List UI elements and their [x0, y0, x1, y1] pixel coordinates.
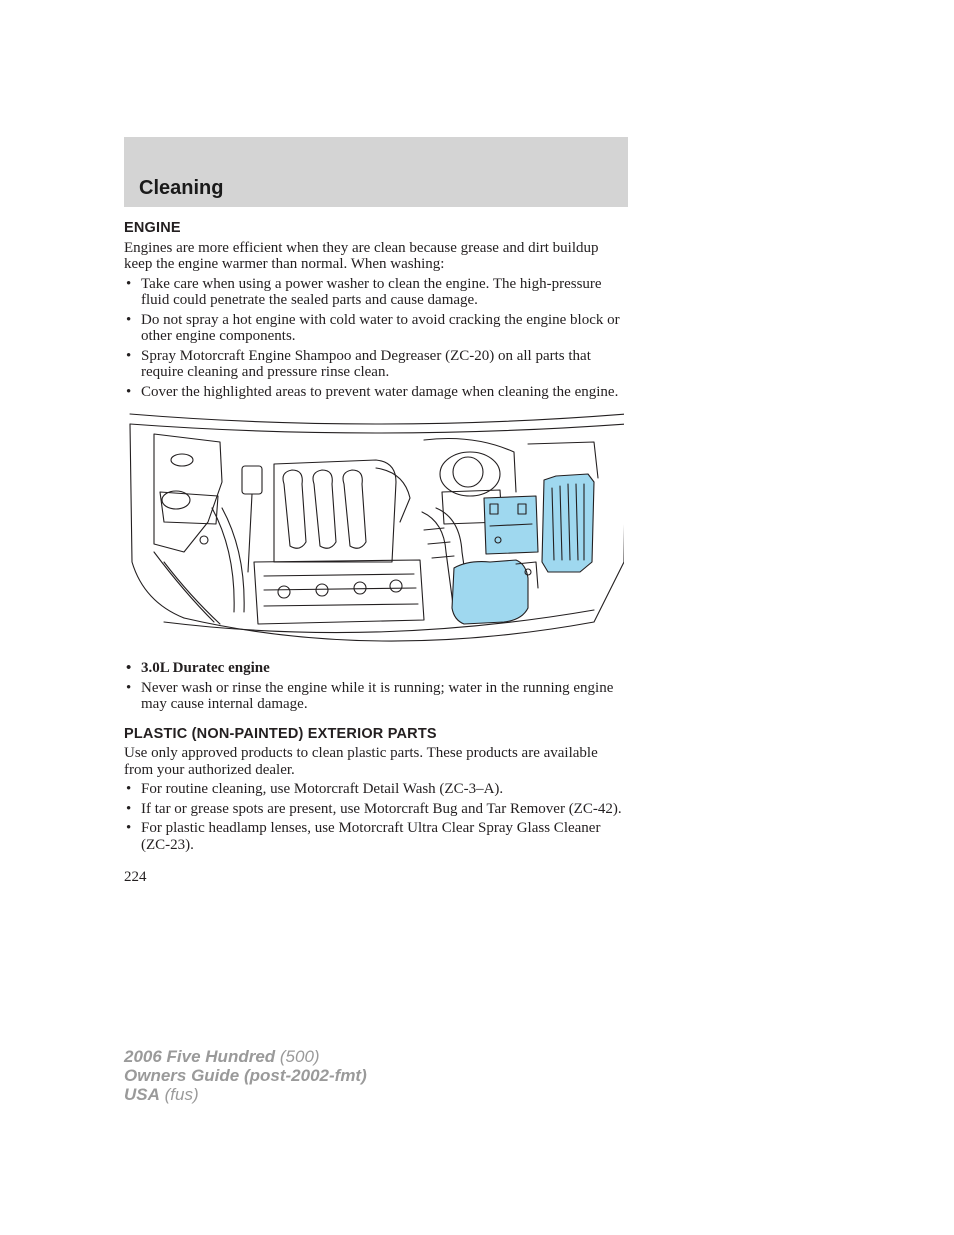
hood-edge [130, 414, 624, 424]
list-item: • For routine cleaning, use Motorcraft Detail Wash (ZC-3–A). [124, 781, 624, 798]
footer-market-code: (fus) [159, 1085, 199, 1104]
footer-guide-name: Owners Guide (post-2002-fmt) [124, 1066, 367, 1085]
bracket [164, 562, 220, 624]
valve-cover-rib [264, 574, 414, 576]
strut-bolt [171, 454, 193, 466]
engine-notes-list [124, 660, 624, 713]
list-item: • Cover the highlighted areas to prevent water damage when cleaning the engine. [124, 384, 624, 401]
brake-booster [440, 452, 500, 496]
list-item: • For plastic headlamp lenses, use Motorcraft Ultra Clear Spray Glass Cleaner (ZC-23). [124, 820, 624, 853]
engine-bullet-list [124, 276, 624, 401]
valve-cover-rib [264, 588, 416, 590]
engine-diagram [124, 412, 624, 650]
oil-cap [242, 466, 262, 494]
valve-cover-rib [264, 604, 418, 606]
hood-edge [130, 424, 624, 433]
dipstick [248, 494, 252, 572]
section-header-band [124, 137, 628, 207]
section-title: Cleaning [139, 177, 224, 199]
footer-line-guide [124, 1066, 367, 1085]
footer-model-name: 2006 Five Hundred [124, 1047, 276, 1066]
engine-compartment-illustration [124, 412, 624, 650]
intake-runner [343, 470, 366, 548]
plastic-parts-intro: Use only approved products to clean plastic parts. These products are available from your authorized dealer. [124, 745, 598, 778]
engine-intro: Engines are more efficient when they are clean because grease and dirt buildup keep the engine warmer than normal. When washing: [124, 239, 599, 272]
right-strut-tower [528, 442, 598, 478]
list-item: • Take care when using a power washer to clean the engine. The high-pressure fluid could penetrate the sealed parts and cause damage. [124, 276, 624, 309]
air-intake-duct [422, 512, 454, 612]
bolt [200, 536, 208, 544]
throttle-body [376, 468, 410, 522]
footer-model-code: (500) [275, 1047, 320, 1066]
battery-terminal [518, 504, 526, 514]
page-number: 224 [124, 869, 147, 885]
list-item: • Do not spray a hot engine with cold water to avoid cracking the engine block or other engine components. [124, 312, 624, 345]
footer-line-market [124, 1085, 367, 1104]
plastic-parts-bullet-list [124, 781, 624, 853]
footer-market: USA [124, 1085, 160, 1104]
page-content [124, 220, 624, 886]
left-hose [222, 508, 244, 612]
engine-heading: ENGINE [124, 220, 181, 236]
list-item: • Never wash or rinse the engine while it is running; water in the running engine may cause internal damage. [124, 680, 624, 713]
intake-runner [313, 470, 336, 548]
battery-terminal [490, 504, 498, 514]
coil [278, 586, 290, 598]
right-strut-tower [424, 439, 516, 493]
coil [390, 580, 402, 592]
list-item: • Spray Motorcraft Engine Shampoo and Degreaser (ZC-20) on all parts that require cleaning and pressure rinse clean. [124, 348, 624, 381]
figure-caption: • 3.0L Duratec engine [124, 660, 624, 677]
duct-ring [432, 556, 454, 558]
left-fender [130, 424, 184, 618]
coil [316, 584, 328, 596]
intake-runner [283, 470, 306, 548]
left-strut-tower [154, 434, 222, 552]
document-footer [124, 1047, 367, 1104]
coil [354, 582, 366, 594]
list-item: • If tar or grease spots are present, use Motorcraft Bug and Tar Remover (ZC-42). [124, 801, 624, 818]
footer-line-model [124, 1047, 367, 1066]
highlighted-air-cleaner [452, 560, 528, 624]
plastic-parts-heading: PLASTIC (NON-PAINTED) EXTERIOR PARTS [124, 725, 437, 742]
brake-fluid-reservoir-cap [453, 457, 483, 487]
duct-ring [428, 542, 450, 544]
